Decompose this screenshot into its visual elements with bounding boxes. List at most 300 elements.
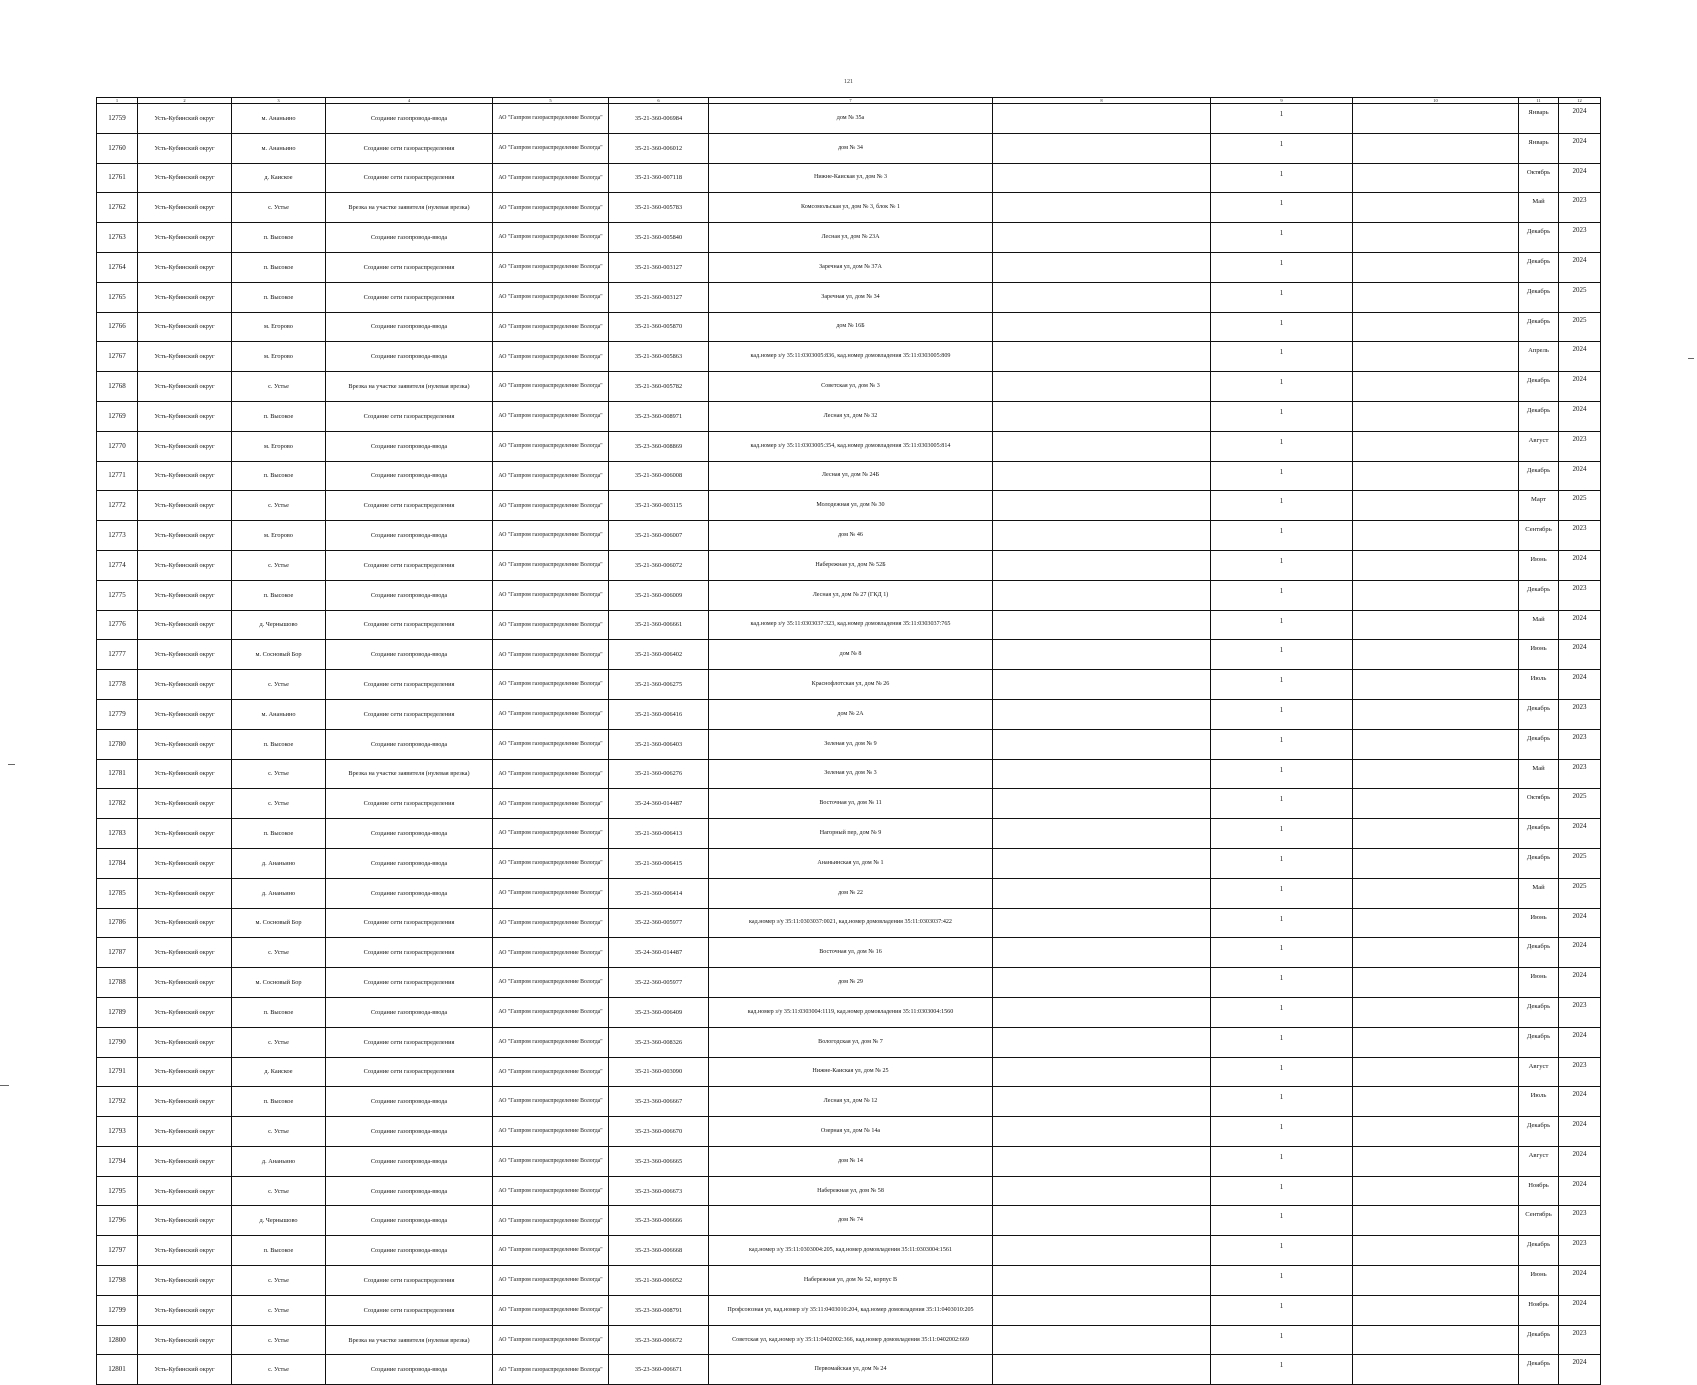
organization-cell: АО "Газпром газораспределение Вологда" xyxy=(493,1295,609,1325)
year-cell: 2024 xyxy=(1559,640,1601,670)
table-row xyxy=(97,252,1601,282)
settlement-cell: п. Высокое xyxy=(232,282,326,312)
settlement-cell: с. Устье xyxy=(232,759,326,789)
table-row xyxy=(97,104,1601,134)
work-type-cell: Создание газопровода-ввода xyxy=(326,104,493,134)
column-10-cell xyxy=(1353,1117,1519,1147)
object-code-cell: 35-22-360-005977 xyxy=(609,908,709,938)
record-number: 12801 xyxy=(97,1355,138,1385)
table-row xyxy=(97,133,1601,163)
count-cell: 1 xyxy=(1211,1355,1353,1385)
district-cell: Усть-Кубинский округ xyxy=(138,848,232,878)
count-cell: 1 xyxy=(1211,491,1353,521)
work-type-cell: Врезка на участке заявителя (нулевая врезка) xyxy=(326,372,493,402)
address-cell: кад.номер з/у 35:11:0303037:323, кад.номер домовладения 35:11:0303037:765 xyxy=(709,610,993,640)
object-code-cell: 35-21-360-006416 xyxy=(609,699,709,729)
month-cell: Декабрь xyxy=(1519,580,1559,610)
column-10-cell xyxy=(1353,163,1519,193)
district-cell: Усть-Кубинский округ xyxy=(138,1087,232,1117)
address-cell: кад.номер з/у 35:11:0303004:205, кад.номер домовладения 35:11:0303004:1561 xyxy=(709,1236,993,1266)
count-cell: 1 xyxy=(1211,521,1353,551)
column-8-cell xyxy=(993,401,1211,431)
organization-cell: АО "Газпром газораспределение Вологда" xyxy=(493,819,609,849)
record-number: 12775 xyxy=(97,580,138,610)
count-cell: 1 xyxy=(1211,1236,1353,1266)
month-cell: Декабрь xyxy=(1519,312,1559,342)
district-cell: Усть-Кубинский округ xyxy=(138,252,232,282)
address-cell: кад.номер з/у 35:11:0303005:354, кад.номер домовладения 35:11:0303005:814 xyxy=(709,431,993,461)
column-8-cell xyxy=(993,1355,1211,1385)
column-8-cell xyxy=(993,580,1211,610)
column-8-cell xyxy=(993,878,1211,908)
work-type-cell: Создание газопровода-ввода xyxy=(326,848,493,878)
work-type-cell: Создание газопровода-ввода xyxy=(326,342,493,372)
address-cell: Озерная ул, дом № 14а xyxy=(709,1117,993,1147)
record-number: 12796 xyxy=(97,1206,138,1236)
settlement-cell: с. Устье xyxy=(232,670,326,700)
organization-cell: АО "Газпром газораспределение Вологда" xyxy=(493,640,609,670)
count-cell: 1 xyxy=(1211,670,1353,700)
count-cell: 1 xyxy=(1211,908,1353,938)
year-cell: 2024 xyxy=(1559,342,1601,372)
column-8-cell xyxy=(993,461,1211,491)
settlement-cell: п. Высокое xyxy=(232,401,326,431)
settlement-cell: с. Устье xyxy=(232,938,326,968)
organization-cell: АО "Газпром газораспределение Вологда" xyxy=(493,699,609,729)
record-number: 12770 xyxy=(97,431,138,461)
settlement-cell: с. Устье xyxy=(232,550,326,580)
settlement-cell: м. Сосновый Бор xyxy=(232,908,326,938)
work-type-cell: Создание газопровода-ввода xyxy=(326,640,493,670)
organization-cell: АО "Газпром газораспределение Вологда" xyxy=(493,938,609,968)
record-number: 12778 xyxy=(97,670,138,700)
object-code-cell: 35-23-360-006673 xyxy=(609,1176,709,1206)
record-number: 12789 xyxy=(97,997,138,1027)
table-row xyxy=(97,1295,1601,1325)
count-cell: 1 xyxy=(1211,223,1353,253)
table-row xyxy=(97,521,1601,551)
organization-cell: АО "Газпром газораспределение Вологда" xyxy=(493,252,609,282)
year-cell: 2024 xyxy=(1559,938,1601,968)
organization-cell: АО "Газпром газораспределение Вологда" xyxy=(493,1146,609,1176)
year-cell: 2024 xyxy=(1559,104,1601,134)
table-row xyxy=(97,342,1601,372)
count-cell: 1 xyxy=(1211,431,1353,461)
month-cell: Сентябрь xyxy=(1519,521,1559,551)
organization-cell: АО "Газпром газораспределение Вологда" xyxy=(493,193,609,223)
column-10-cell xyxy=(1353,729,1519,759)
column-8-cell xyxy=(993,997,1211,1027)
object-code-cell: 35-21-360-007118 xyxy=(609,163,709,193)
object-code-cell: 35-23-360-006672 xyxy=(609,1325,709,1355)
column-10-cell xyxy=(1353,1146,1519,1176)
count-cell: 1 xyxy=(1211,312,1353,342)
column-10-cell xyxy=(1353,1355,1519,1385)
district-cell: Усть-Кубинский округ xyxy=(138,699,232,729)
year-cell: 2025 xyxy=(1559,312,1601,342)
record-number: 12769 xyxy=(97,401,138,431)
year-cell: 2024 xyxy=(1559,550,1601,580)
count-cell: 1 xyxy=(1211,1117,1353,1147)
month-cell: Май xyxy=(1519,878,1559,908)
column-10-cell xyxy=(1353,1027,1519,1057)
district-cell: Усть-Кубинский округ xyxy=(138,223,232,253)
column-8-cell xyxy=(993,848,1211,878)
record-number: 12783 xyxy=(97,819,138,849)
month-cell: Август xyxy=(1519,431,1559,461)
month-cell: Декабрь xyxy=(1519,223,1559,253)
record-number: 12785 xyxy=(97,878,138,908)
table-row xyxy=(97,401,1601,431)
organization-cell: АО "Газпром газораспределение Вологда" xyxy=(493,431,609,461)
object-code-cell: 35-21-360-003127 xyxy=(609,252,709,282)
year-cell: 2024 xyxy=(1559,401,1601,431)
year-cell: 2024 xyxy=(1559,819,1601,849)
table-row xyxy=(97,908,1601,938)
month-cell: Январь xyxy=(1519,104,1559,134)
scan-margin-mark xyxy=(8,764,15,765)
column-8-cell xyxy=(993,521,1211,551)
object-code-cell: 35-21-360-006414 xyxy=(609,878,709,908)
year-cell: 2023 xyxy=(1559,521,1601,551)
month-cell: Декабрь xyxy=(1519,401,1559,431)
object-code-cell: 35-21-360-006403 xyxy=(609,729,709,759)
column-8-cell xyxy=(993,759,1211,789)
district-cell: Усть-Кубинский округ xyxy=(138,163,232,193)
record-number: 12766 xyxy=(97,312,138,342)
settlement-cell: м. Ананьино xyxy=(232,699,326,729)
address-cell: Советская ул, кад.номер з/у 35:11:0402002:366, кад.номер домовладения 35:11:0402002:669 xyxy=(709,1325,993,1355)
year-cell: 2024 xyxy=(1559,133,1601,163)
work-type-cell: Создание сети газораспределения xyxy=(326,1027,493,1057)
district-cell: Усть-Кубинский округ xyxy=(138,342,232,372)
settlement-cell: с. Устье xyxy=(232,1117,326,1147)
column-8-cell xyxy=(993,252,1211,282)
object-code-cell: 35-21-360-005870 xyxy=(609,312,709,342)
district-cell: Усть-Кубинский округ xyxy=(138,1236,232,1266)
year-cell: 2024 xyxy=(1559,1146,1601,1176)
record-number: 12777 xyxy=(97,640,138,670)
month-cell: Июнь xyxy=(1519,640,1559,670)
organization-cell: АО "Газпром газораспределение Вологда" xyxy=(493,1266,609,1296)
record-number: 12786 xyxy=(97,908,138,938)
year-cell: 2023 xyxy=(1559,1206,1601,1236)
month-cell: Июнь xyxy=(1519,1266,1559,1296)
column-10-cell xyxy=(1353,1176,1519,1206)
count-cell: 1 xyxy=(1211,1146,1353,1176)
record-number: 12779 xyxy=(97,699,138,729)
year-cell: 2023 xyxy=(1559,223,1601,253)
column-10-cell xyxy=(1353,491,1519,521)
address-cell: Комсомольская ул, дом № 3, блок № 1 xyxy=(709,193,993,223)
object-code-cell: 35-21-360-006413 xyxy=(609,819,709,849)
settlement-cell: м. Егорово xyxy=(232,431,326,461)
table-row xyxy=(97,1176,1601,1206)
table-row xyxy=(97,372,1601,402)
address-cell: дом № 35а xyxy=(709,104,993,134)
work-type-cell: Создание сети газораспределения xyxy=(326,163,493,193)
organization-cell: АО "Газпром газораспределение Вологда" xyxy=(493,1236,609,1266)
column-10-cell xyxy=(1353,550,1519,580)
organization-cell: АО "Газпром газораспределение Вологда" xyxy=(493,163,609,193)
column-8-cell xyxy=(993,431,1211,461)
object-code-cell: 35-21-360-005840 xyxy=(609,223,709,253)
count-cell: 1 xyxy=(1211,1325,1353,1355)
work-type-cell: Создание сети газораспределения xyxy=(326,133,493,163)
column-8-cell xyxy=(993,491,1211,521)
table-row xyxy=(97,550,1601,580)
record-number: 12767 xyxy=(97,342,138,372)
table-row xyxy=(97,1057,1601,1087)
column-number-6: 6 xyxy=(609,98,709,104)
work-type-cell: Создание газопровода-ввода xyxy=(326,729,493,759)
address-cell: Зеленая ул, дом № 9 xyxy=(709,729,993,759)
object-code-cell: 35-23-360-006667 xyxy=(609,1087,709,1117)
column-10-cell xyxy=(1353,1236,1519,1266)
count-cell: 1 xyxy=(1211,819,1353,849)
table-row xyxy=(97,1266,1601,1296)
organization-cell: АО "Газпром газораспределение Вологда" xyxy=(493,968,609,998)
object-code-cell: 35-21-360-005782 xyxy=(609,372,709,402)
year-cell: 2025 xyxy=(1559,878,1601,908)
column-8-cell xyxy=(993,908,1211,938)
district-cell: Усть-Кубинский округ xyxy=(138,1146,232,1176)
record-number: 12800 xyxy=(97,1325,138,1355)
count-cell: 1 xyxy=(1211,193,1353,223)
settlement-cell: п. Высокое xyxy=(232,580,326,610)
organization-cell: АО "Газпром газораспределение Вологда" xyxy=(493,789,609,819)
column-8-cell xyxy=(993,1236,1211,1266)
table-row xyxy=(97,1146,1601,1176)
address-cell: Зеленая ул, дом № 3 xyxy=(709,759,993,789)
work-type-cell: Создание сети газораспределения xyxy=(326,550,493,580)
column-10-cell xyxy=(1353,461,1519,491)
settlement-cell: с. Устье xyxy=(232,372,326,402)
settlement-cell: с. Устье xyxy=(232,1266,326,1296)
settlement-cell: с. Устье xyxy=(232,1325,326,1355)
table-row xyxy=(97,759,1601,789)
address-cell: дом № 46 xyxy=(709,521,993,551)
organization-cell: АО "Газпром газораспределение Вологда" xyxy=(493,1355,609,1385)
work-type-cell: Создание газопровода-ввода xyxy=(326,521,493,551)
record-number: 12788 xyxy=(97,968,138,998)
month-cell: Март xyxy=(1519,491,1559,521)
settlement-cell: п. Высокое xyxy=(232,1087,326,1117)
month-cell: Январь xyxy=(1519,133,1559,163)
district-cell: Усть-Кубинский округ xyxy=(138,610,232,640)
year-cell: 2023 xyxy=(1559,193,1601,223)
count-cell: 1 xyxy=(1211,759,1353,789)
column-10-cell xyxy=(1353,312,1519,342)
month-cell: Ноябрь xyxy=(1519,1176,1559,1206)
work-type-cell: Врезка на участке заявителя (нулевая врезка) xyxy=(326,1325,493,1355)
record-number: 12764 xyxy=(97,252,138,282)
record-number: 12765 xyxy=(97,282,138,312)
count-cell: 1 xyxy=(1211,968,1353,998)
table-row xyxy=(97,997,1601,1027)
column-number-7: 7 xyxy=(709,98,993,104)
district-cell: Усть-Кубинский округ xyxy=(138,908,232,938)
year-cell: 2023 xyxy=(1559,997,1601,1027)
column-8-cell xyxy=(993,1117,1211,1147)
column-10-cell xyxy=(1353,848,1519,878)
district-cell: Усть-Кубинский округ xyxy=(138,997,232,1027)
organization-cell: АО "Газпром газораспределение Вологда" xyxy=(493,878,609,908)
record-number: 12781 xyxy=(97,759,138,789)
count-cell: 1 xyxy=(1211,342,1353,372)
month-cell: Июнь xyxy=(1519,908,1559,938)
object-code-cell: 35-21-360-006007 xyxy=(609,521,709,551)
object-code-cell: 35-21-360-005863 xyxy=(609,342,709,372)
count-cell: 1 xyxy=(1211,252,1353,282)
table-row xyxy=(97,610,1601,640)
column-10-cell xyxy=(1353,670,1519,700)
column-8-cell xyxy=(993,550,1211,580)
count-cell: 1 xyxy=(1211,401,1353,431)
count-cell: 1 xyxy=(1211,372,1353,402)
year-cell: 2023 xyxy=(1559,580,1601,610)
record-number: 12793 xyxy=(97,1117,138,1147)
organization-cell: АО "Газпром газораспределение Вологда" xyxy=(493,342,609,372)
year-cell: 2025 xyxy=(1559,848,1601,878)
district-cell: Усть-Кубинский округ xyxy=(138,1057,232,1087)
object-code-cell: 35-21-360-006008 xyxy=(609,461,709,491)
column-10-cell xyxy=(1353,1206,1519,1236)
column-8-cell xyxy=(993,819,1211,849)
month-cell: Ноябрь xyxy=(1519,1295,1559,1325)
year-cell: 2024 xyxy=(1559,1355,1601,1385)
address-cell: Советская ул, дом № 3 xyxy=(709,372,993,402)
work-type-cell: Создание сети газораспределения xyxy=(326,699,493,729)
settlement-cell: п. Высокое xyxy=(232,223,326,253)
address-cell: дом № 16Б xyxy=(709,312,993,342)
year-cell: 2024 xyxy=(1559,1117,1601,1147)
work-type-cell: Создание газопровода-ввода xyxy=(326,431,493,461)
organization-cell: АО "Газпром газораспределение Вологда" xyxy=(493,1206,609,1236)
object-code-cell: 35-24-360-014487 xyxy=(609,938,709,968)
record-number: 12759 xyxy=(97,104,138,134)
district-cell: Усть-Кубинский округ xyxy=(138,401,232,431)
settlement-cell: с. Устье xyxy=(232,1355,326,1385)
column-8-cell xyxy=(993,1266,1211,1296)
district-cell: Усть-Кубинский округ xyxy=(138,133,232,163)
address-cell: Лесная ул, дом № 23А xyxy=(709,223,993,253)
record-number: 12761 xyxy=(97,163,138,193)
settlement-cell: м. Сосновый Бор xyxy=(232,968,326,998)
object-code-cell: 35-21-360-006012 xyxy=(609,133,709,163)
address-cell: Набережная ул, дом № 58 xyxy=(709,1176,993,1206)
address-cell: дом № 29 xyxy=(709,968,993,998)
work-type-cell: Врезка на участке заявителя (нулевая врезка) xyxy=(326,193,493,223)
month-cell: Декабрь xyxy=(1519,1027,1559,1057)
record-number: 12794 xyxy=(97,1146,138,1176)
table-row xyxy=(97,163,1601,193)
column-8-cell xyxy=(993,968,1211,998)
column-10-cell xyxy=(1353,759,1519,789)
column-10-cell xyxy=(1353,997,1519,1027)
count-cell: 1 xyxy=(1211,938,1353,968)
column-8-cell xyxy=(993,699,1211,729)
settlement-cell: с. Устье xyxy=(232,193,326,223)
organization-cell: АО "Газпром газораспределение Вологда" xyxy=(493,729,609,759)
record-number: 12762 xyxy=(97,193,138,223)
year-cell: 2024 xyxy=(1559,1087,1601,1117)
column-8-cell xyxy=(993,133,1211,163)
year-cell: 2023 xyxy=(1559,729,1601,759)
work-type-cell: Создание сети газораспределения xyxy=(326,1057,493,1087)
record-number: 12782 xyxy=(97,789,138,819)
district-cell: Усть-Кубинский округ xyxy=(138,372,232,402)
settlement-cell: с. Устье xyxy=(232,1295,326,1325)
organization-cell: АО "Газпром газораспределение Вологда" xyxy=(493,312,609,342)
district-cell: Усть-Кубинский округ xyxy=(138,550,232,580)
organization-cell: АО "Газпром газораспределение Вологда" xyxy=(493,1176,609,1206)
month-cell: Июнь xyxy=(1519,550,1559,580)
address-cell: Восточная ул, дом № 11 xyxy=(709,789,993,819)
column-10-cell xyxy=(1353,104,1519,134)
work-type-cell: Создание сети газораспределения xyxy=(326,908,493,938)
settlement-cell: п. Высокое xyxy=(232,1236,326,1266)
count-cell: 1 xyxy=(1211,580,1353,610)
column-10-cell xyxy=(1353,789,1519,819)
object-code-cell: 35-21-360-006275 xyxy=(609,670,709,700)
object-code-cell: 35-23-360-008869 xyxy=(609,431,709,461)
district-cell: Усть-Кубинский округ xyxy=(138,312,232,342)
column-number-1: 1 xyxy=(97,98,138,104)
work-type-cell: Создание газопровода-ввода xyxy=(326,223,493,253)
column-10-cell xyxy=(1353,819,1519,849)
settlement-cell: м. Егорово xyxy=(232,521,326,551)
column-8-cell xyxy=(993,1295,1211,1325)
object-code-cell: 35-23-360-008791 xyxy=(609,1295,709,1325)
address-cell: Заречная ул, дом № 37А xyxy=(709,252,993,282)
table-row xyxy=(97,282,1601,312)
district-cell: Усть-Кубинский округ xyxy=(138,729,232,759)
district-cell: Усть-Кубинский округ xyxy=(138,282,232,312)
organization-cell: АО "Газпром газораспределение Вологда" xyxy=(493,1117,609,1147)
organization-cell: АО "Газпром газораспределение Вологда" xyxy=(493,401,609,431)
column-10-cell xyxy=(1353,1087,1519,1117)
column-8-cell xyxy=(993,670,1211,700)
column-8-cell xyxy=(993,610,1211,640)
table-row xyxy=(97,461,1601,491)
settlement-cell: м. Ананьино xyxy=(232,104,326,134)
district-cell: Усть-Кубинский округ xyxy=(138,968,232,998)
address-cell: дом № 34 xyxy=(709,133,993,163)
work-type-cell: Создание сети газораспределения xyxy=(326,789,493,819)
year-cell: 2024 xyxy=(1559,968,1601,998)
table-row xyxy=(97,431,1601,461)
district-cell: Усть-Кубинский округ xyxy=(138,670,232,700)
column-10-cell xyxy=(1353,1325,1519,1355)
work-type-cell: Создание газопровода-ввода xyxy=(326,997,493,1027)
settlement-cell: с. Устье xyxy=(232,1027,326,1057)
district-cell: Усть-Кубинский округ xyxy=(138,193,232,223)
address-cell: дом № 22 xyxy=(709,878,993,908)
count-cell: 1 xyxy=(1211,610,1353,640)
table-row xyxy=(97,670,1601,700)
settlement-cell: с. Устье xyxy=(232,491,326,521)
table-row xyxy=(97,1206,1601,1236)
work-type-cell: Создание газопровода-ввода xyxy=(326,1236,493,1266)
column-10-cell xyxy=(1353,223,1519,253)
record-number: 12780 xyxy=(97,729,138,759)
column-number-12: 12 xyxy=(1559,98,1601,104)
month-cell: Июнь xyxy=(1519,968,1559,998)
column-10-cell xyxy=(1353,372,1519,402)
column-8-cell xyxy=(993,223,1211,253)
work-type-cell: Создание газопровода-ввода xyxy=(326,1146,493,1176)
